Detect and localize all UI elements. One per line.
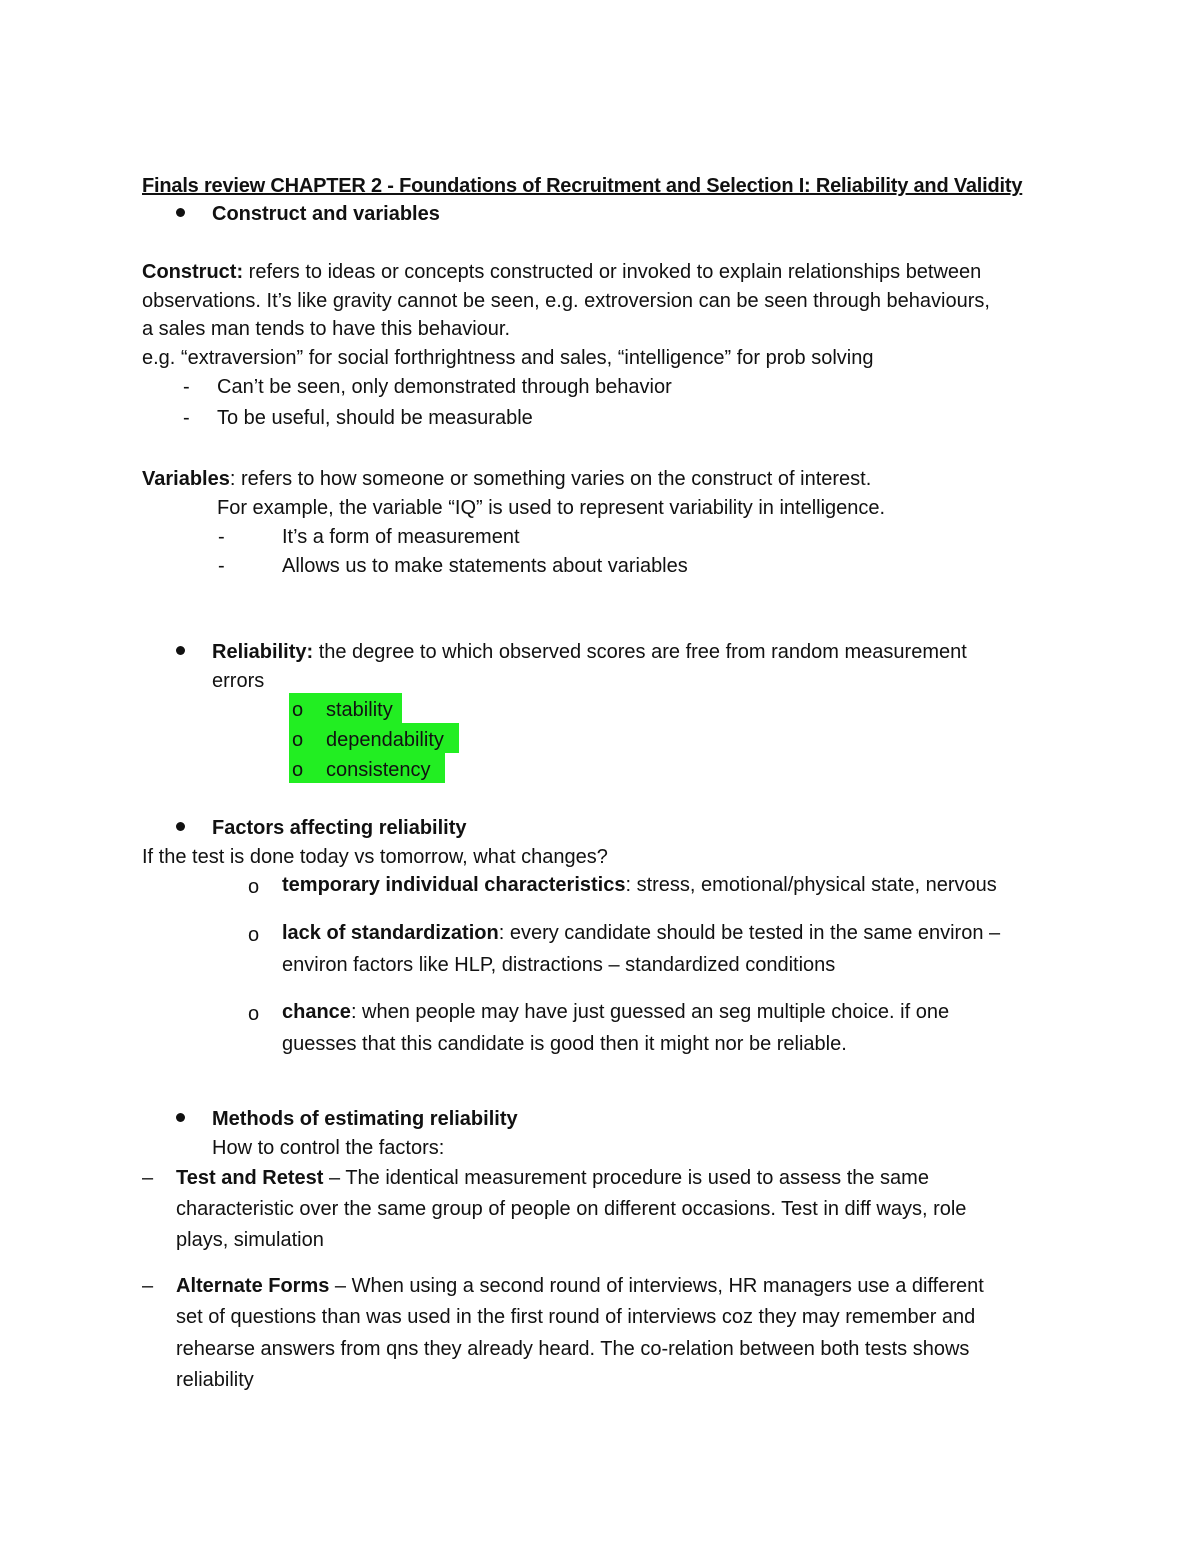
method-line-1: – When using a second round of interviews, HR managers use a different bbox=[329, 1275, 984, 1297]
construct-term: Construct: bbox=[142, 261, 244, 283]
factor-text: : when people may have just guessed an seg multiple choice. if one bbox=[350, 1001, 950, 1023]
circle-marker: o bbox=[248, 1003, 260, 1025]
dash-marker: - bbox=[218, 526, 225, 548]
factor-text-continued: guesses that this candidate is good then it might nor be reliable. bbox=[282, 1033, 847, 1055]
dash-marker: - bbox=[183, 407, 190, 429]
bullet-icon bbox=[176, 208, 185, 217]
factor-text: : every candidate should be tested in the same environ – bbox=[498, 922, 1001, 944]
factor-term: chance bbox=[282, 1001, 351, 1023]
reliability-item-dependability: dependability bbox=[326, 729, 444, 751]
variables-line-1: : refers to how someone or something varies on the construct of interest. bbox=[229, 468, 872, 490]
method-test-retest bbox=[176, 1165, 929, 1191]
construct-line-3: a sales man tends to have this behaviour. bbox=[142, 318, 511, 340]
bullet-icon bbox=[176, 822, 185, 831]
construct-point-1: Can’t be seen, only demonstrated through behavior bbox=[217, 376, 672, 398]
section-heading-factors: Factors affecting reliability bbox=[212, 817, 467, 839]
methods-intro: How to control the factors: bbox=[212, 1137, 445, 1159]
dash-marker: – bbox=[142, 1167, 154, 1189]
dash-marker: - bbox=[183, 376, 190, 398]
reliability-item-consistency: consistency bbox=[326, 759, 431, 781]
circle-marker: o bbox=[292, 729, 304, 751]
reliability-line-1: the degree to which observed scores are free from random measurement bbox=[313, 641, 967, 663]
factors-intro: If the test is done today vs tomorrow, what changes? bbox=[142, 846, 608, 868]
section-heading-methods: Methods of estimating reliability bbox=[212, 1108, 518, 1130]
method-line-2: set of questions than was used in the first round of interviews coz they may remember and bbox=[176, 1306, 976, 1328]
method-term: Alternate Forms bbox=[176, 1275, 330, 1297]
bullet-icon bbox=[176, 1113, 185, 1122]
factor-item-standardization bbox=[282, 920, 1000, 946]
circle-marker: o bbox=[248, 924, 260, 946]
circle-marker: o bbox=[292, 759, 304, 781]
dash-marker: - bbox=[218, 555, 225, 577]
construct-point-2: To be useful, should be measurable bbox=[217, 407, 533, 429]
variables-example: For example, the variable “IQ” is used to represent variability in intelligence. bbox=[217, 497, 886, 519]
variables-term: Variables bbox=[142, 468, 230, 490]
method-line-1: – The identical measurement procedure is used to assess the same bbox=[323, 1167, 929, 1189]
factor-item-temporary bbox=[282, 872, 997, 898]
reliability-item-stability: stability bbox=[326, 699, 393, 721]
variables-definition bbox=[142, 466, 871, 492]
dash-marker: – bbox=[142, 1275, 154, 1297]
method-line-3: rehearse answers from qns they already heard. The co-relation between both tests shows bbox=[176, 1338, 970, 1360]
method-term: Test and Retest bbox=[176, 1167, 324, 1189]
method-alternate-forms bbox=[176, 1273, 984, 1299]
method-line-3: plays, simulation bbox=[176, 1229, 324, 1251]
factor-text-continued: environ factors like HLP, distractions – standardized conditions bbox=[282, 954, 836, 976]
construct-line-1: refers to ideas or concepts constructed or invoked to explain relationships between bbox=[243, 261, 982, 283]
circle-marker: o bbox=[292, 699, 304, 721]
factor-term: lack of standardization bbox=[282, 922, 499, 944]
variables-point-1: It’s a form of measurement bbox=[282, 526, 520, 548]
circle-marker: o bbox=[248, 876, 260, 898]
bullet-icon bbox=[176, 646, 185, 655]
construct-line-2: observations. It’s like gravity cannot be seen, e.g. extroversion can be seen through behaviours, bbox=[142, 290, 990, 312]
page-title: Finals review CHAPTER 2 - Foundations of Recruitment and Selection I: Reliability and Validity bbox=[142, 175, 1023, 197]
construct-example: e.g. “extraversion” for social forthrightness and sales, “intelligence” for prob solving bbox=[142, 347, 874, 369]
section-heading-construct: Construct and variables bbox=[212, 203, 440, 225]
construct-definition bbox=[142, 259, 981, 285]
method-line-4: reliability bbox=[176, 1369, 254, 1391]
variables-point-2: Allows us to make statements about variables bbox=[282, 555, 688, 577]
reliability-term: Reliability: bbox=[212, 641, 314, 663]
factor-item-chance bbox=[282, 999, 949, 1025]
method-line-2: characteristic over the same group of people on different occasions. Test in diff ways, role bbox=[176, 1198, 967, 1220]
factor-term: temporary individual characteristics bbox=[282, 874, 626, 896]
reliability-definition bbox=[212, 639, 967, 665]
reliability-line-2: errors bbox=[212, 670, 265, 692]
factor-text: : stress, emotional/physical state, nervous bbox=[625, 874, 997, 896]
